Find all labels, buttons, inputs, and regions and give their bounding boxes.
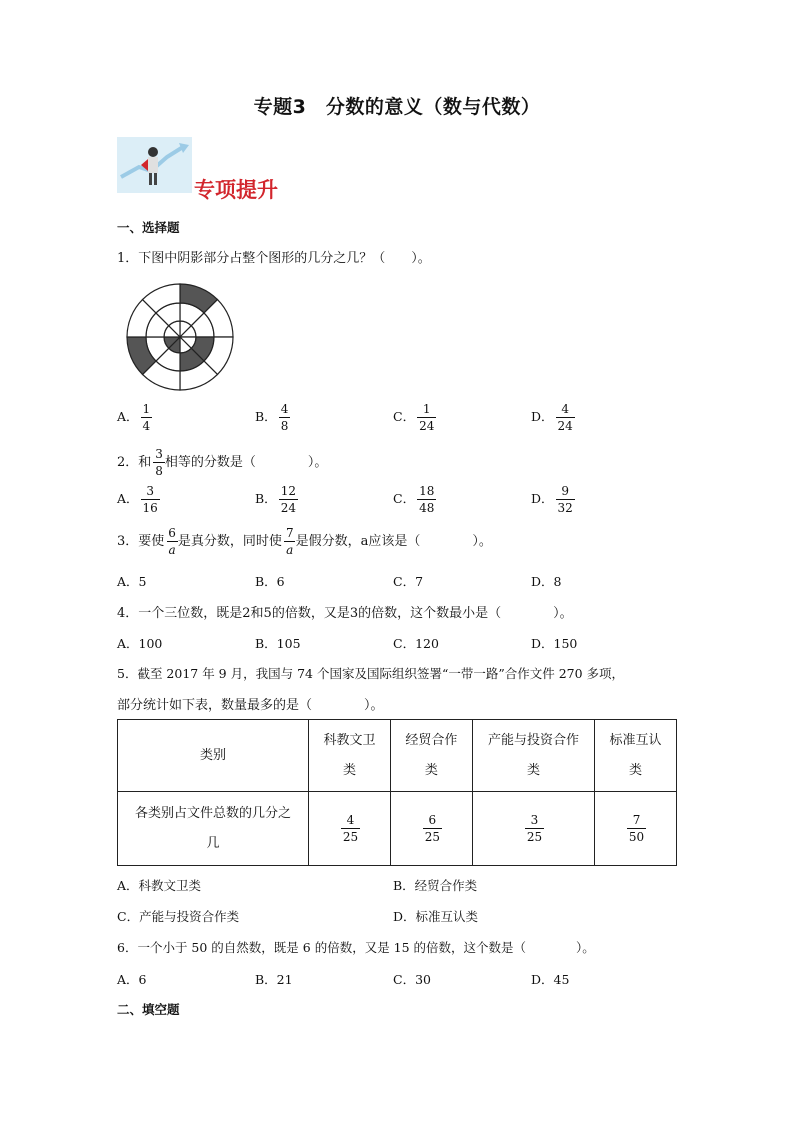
cell-trade: $\frac{6}{25}$ bbox=[390, 792, 472, 866]
q6-option-d[interactable]: D．45 bbox=[531, 972, 570, 987]
q1-option-d[interactable]: D． $\frac{4}{24}$ bbox=[531, 402, 573, 433]
q6-option-b[interactable]: B．21 bbox=[255, 972, 293, 987]
q2-option-a[interactable]: A． $\frac{3}{16}$ bbox=[117, 484, 158, 515]
q3-option-a[interactable]: A．5 bbox=[117, 574, 147, 589]
question-1-text: 1．下图中阴影部分占整个图形的几分之几？（ ）。 bbox=[117, 251, 431, 266]
question-5-line-1: 5．截至 2017 年 9 月，我国与 74 个国家及国际组织签署“一带一路”合作文件 270 多项， bbox=[117, 666, 625, 681]
q1-option-c[interactable]: C． $\frac{1}{24}$ bbox=[393, 402, 435, 433]
header-standard: 标准互认 类 bbox=[595, 720, 677, 792]
q5-option-b[interactable]: B．经贸合作类 bbox=[393, 878, 478, 893]
q5-option-d[interactable]: D．标准互认类 bbox=[393, 909, 479, 924]
header-science: 科教文卫 类 bbox=[309, 720, 391, 792]
category-fraction-table bbox=[117, 719, 677, 866]
table-header-row bbox=[118, 720, 677, 792]
page-title: 专题3 分数的意义（数与代数） bbox=[253, 96, 541, 118]
q3-option-c[interactable]: C．7 bbox=[393, 574, 424, 589]
q4-option-d[interactable]: D．150 bbox=[531, 636, 578, 651]
q2-option-b[interactable]: B． $\frac{12}{24}$ bbox=[255, 484, 296, 515]
question-4-text: 4．一个三位数，既是2和5的倍数，又是3的倍数，这个数最小是（ ）。 bbox=[117, 606, 573, 621]
header-capacity: 产能与投资合作 类 bbox=[472, 720, 594, 792]
banner-title: 专项提升 bbox=[194, 178, 278, 202]
row-label: 各类别占文件总数的几分之 几 bbox=[118, 792, 309, 866]
cell-science: $\frac{4}{25}$ bbox=[309, 792, 391, 866]
q6-option-c[interactable]: C．30 bbox=[393, 972, 431, 987]
q2-option-c[interactable]: C． $\frac{18}{48}$ bbox=[393, 484, 435, 515]
cell-standard: $\frac{7}{50}$ bbox=[595, 792, 677, 866]
question-3-text: 3．要使 $\frac{6}{a}$ 是真分数，同时使 $\frac{7}{a}$ 是假分数，a应该是（ ）。 bbox=[117, 526, 492, 557]
q1-option-a[interactable]: A． $\frac{1}{4}$ bbox=[117, 402, 151, 433]
q2-option-d[interactable]: D． $\frac{9}{32}$ bbox=[531, 484, 573, 515]
header-trade: 经贸合作 类 bbox=[390, 720, 472, 792]
q5-option-a[interactable]: A．科教文卫类 bbox=[117, 878, 202, 893]
question-6-text: 6．一个小于 50 的自然数，既是 6 的倍数，又是 15 的倍数，这个数是（ ）。 bbox=[117, 940, 595, 955]
q3-option-b[interactable]: B．6 bbox=[255, 574, 285, 589]
banner-illustration bbox=[117, 137, 192, 193]
table-row bbox=[118, 792, 677, 866]
cell-capacity: $\frac{3}{25}$ bbox=[472, 792, 594, 866]
q4-option-a[interactable]: A．100 bbox=[117, 636, 163, 651]
shaded-circle-figure bbox=[125, 282, 235, 392]
q1-option-b[interactable]: B． $\frac{4}{8}$ bbox=[255, 402, 289, 433]
header-category: 类别 bbox=[118, 720, 309, 792]
q4-option-b[interactable]: B．105 bbox=[255, 636, 301, 651]
q5-option-c[interactable]: C．产能与投资合作类 bbox=[117, 909, 240, 924]
section-fill-title: 二、填空题 bbox=[117, 1002, 180, 1017]
q4-option-c[interactable]: C．120 bbox=[393, 636, 439, 651]
q6-option-a[interactable]: A．6 bbox=[117, 972, 147, 987]
question-5-line-2: 部分统计如下表，数量最多的是（ ）。 bbox=[117, 698, 384, 713]
q3-option-d[interactable]: D．8 bbox=[531, 574, 562, 589]
section-choice-title: 一、选择题 bbox=[117, 220, 180, 235]
question-2-text: 2．和 $\frac{3}{8}$ 相等的分数是（ ）。 bbox=[117, 447, 328, 478]
